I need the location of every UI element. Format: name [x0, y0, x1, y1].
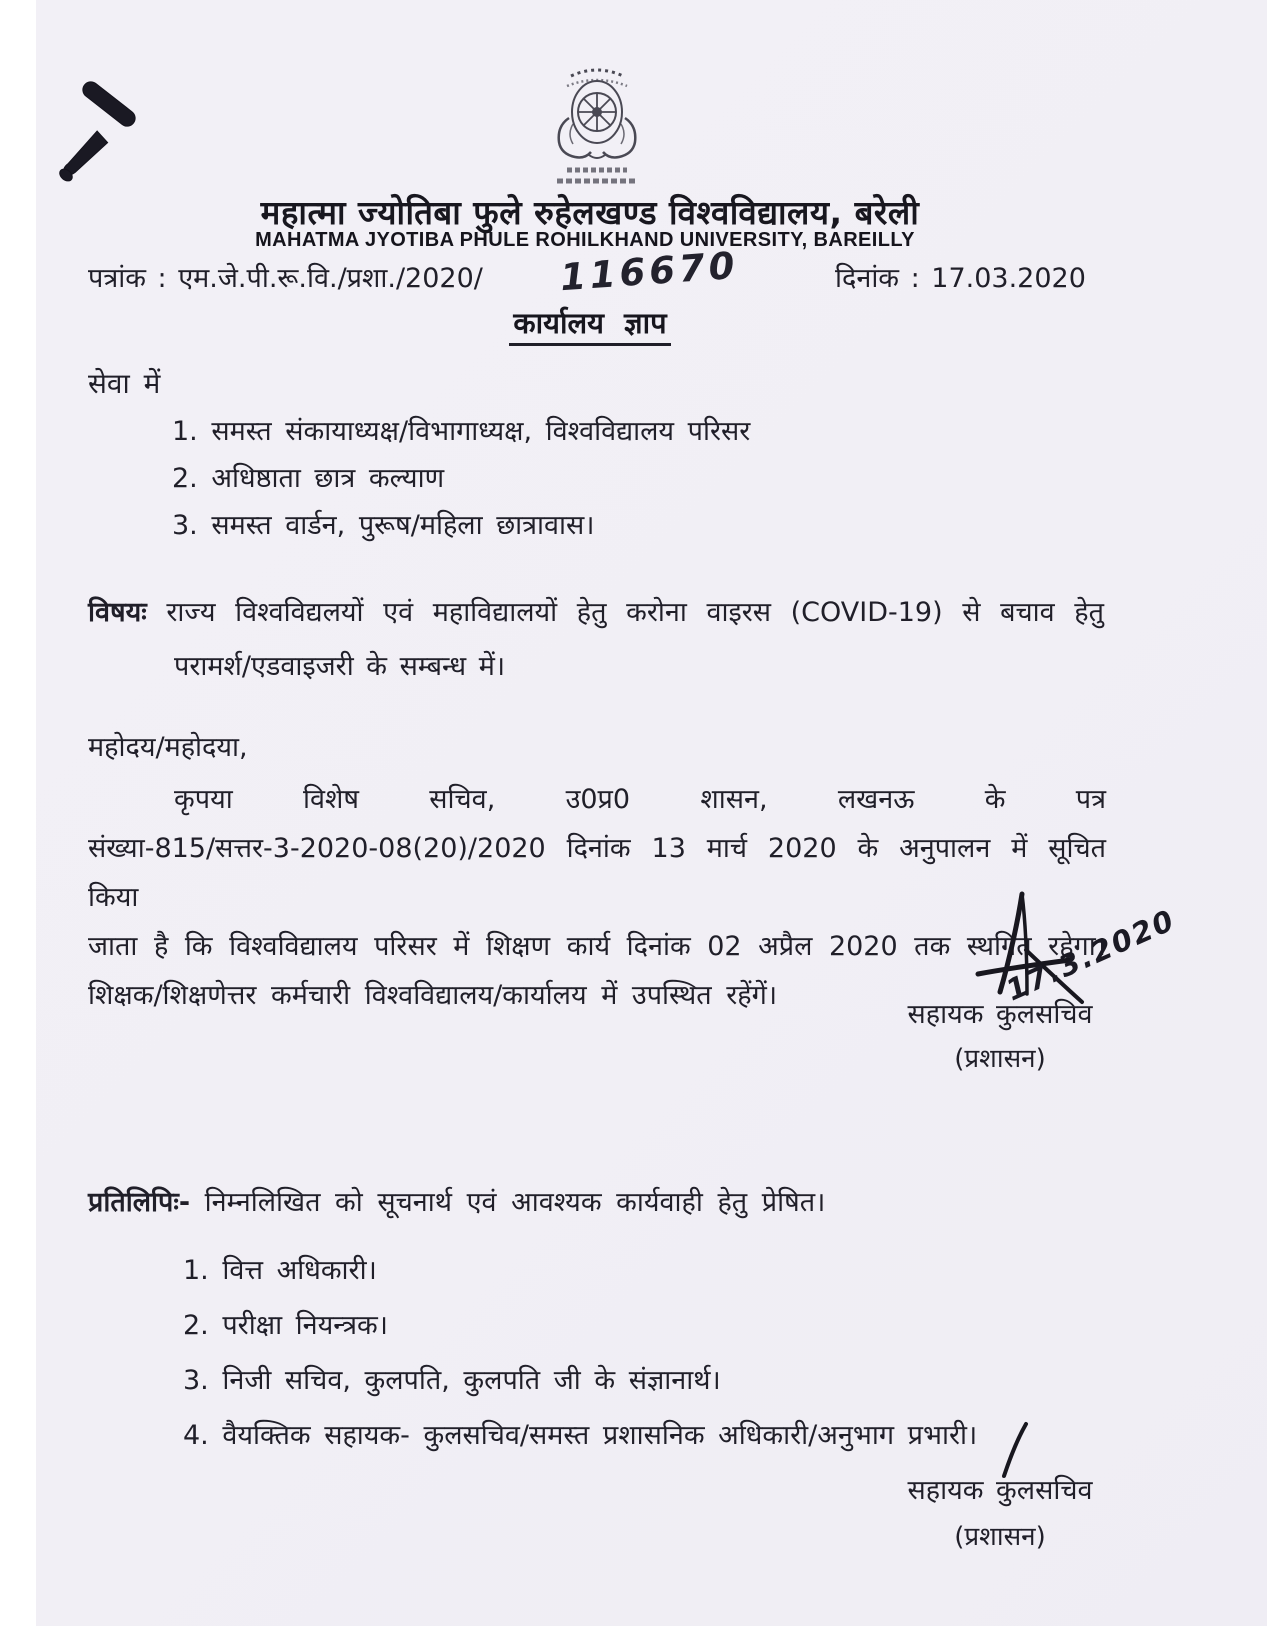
body-salutation: महोदय/महोदया,	[88, 732, 248, 763]
subject-label: विषयः	[88, 597, 147, 628]
subject-block	[88, 592, 1104, 683]
copy-intro: निम्नलिखित को सूचनार्थ एवं आवश्यक कार्यवाही हेतु प्रेषित।	[204, 1187, 826, 1218]
copy-recipient-item: 2. परीक्षा नियन्त्रक।	[183, 1310, 388, 1341]
university-name-hindi: महात्मा ज्योतिबा फुले रुहेलखण्ड विश्वविद्यालय, बरेली	[260, 193, 920, 232]
copy-recipient-item: 1. वित्त अधिकारी।	[183, 1255, 377, 1286]
addressee-item: 1. समस्त संकायाध्यक्ष/विभागाध्यक्ष, विश्वविद्यालय परिसर	[172, 416, 751, 447]
copy-recipient-item: 3. निजी सचिव, कुलपति, कुलपति जी के संज्ञानार्थ।	[183, 1365, 721, 1396]
signatory-designation: सहायक कुलसचिव	[907, 1475, 1093, 1506]
signatory-department: (प्रशासन)	[954, 1522, 1046, 1552]
copy-section-heading	[88, 1182, 825, 1219]
document-title-wrap	[30, 303, 1150, 342]
signatory-department: (प्रशासन)	[954, 1044, 1046, 1074]
pushpin-artifact-icon	[48, 78, 158, 188]
addressee-list	[172, 408, 750, 549]
letter-date: दिनांक : 17.03.2020	[835, 263, 1086, 294]
copy-label: प्रतिलिपिः-	[88, 1187, 191, 1218]
signature-block-2	[860, 1468, 1140, 1560]
copy-recipient-item: 4. वैयक्तिक सहायक- कुलसचिव/समस्त प्रशासनिक अधिकारी/अनुभाग प्रभारी।	[183, 1420, 978, 1451]
paragraph-line: शिक्षक/शिक्षणेत्तर कर्मचारी विश्वविद्यालय/कार्यालय में उपस्थित रहेंगें।	[88, 980, 778, 1011]
document-title: कार्यालय ज्ञाप	[509, 306, 670, 346]
letter-number-label: पत्रांक : एम.जे.पी.रू.वि./प्रशा./2020/	[88, 263, 483, 294]
subject-line1	[88, 592, 1104, 629]
copy-recipient-list	[183, 1243, 977, 1463]
signature-block-1	[870, 993, 1130, 1081]
paragraph-line: जाता है कि विश्वविद्यालय परिसर में शिक्षण कार्य दिनांक 02 अप्रैल 2020 तक स्थगित रहेगा।	[88, 931, 1106, 962]
paragraph-line: कृपया विशेष सचिव, उ0प्र0 शासन, लखनऊ के पत्र	[174, 784, 1106, 815]
addressee-item: 2. अधिष्ठाता छात्र कल्याण	[172, 463, 445, 494]
letter-number-handwritten: 116670	[558, 243, 740, 300]
signatory-designation: सहायक कुलसचिव	[907, 999, 1093, 1030]
signature-handwritten-date: 17.3.2020	[1000, 902, 1181, 1008]
subject-text: राज्य विश्वविद्यलयों एवं महाविद्यालयों हेतु करोना वाइरस (COVID-19) से बचाव हेतु	[166, 597, 1104, 628]
addressee-item: 3. समस्त वार्डन, पुरूष/महिला छात्रावास।	[172, 510, 595, 541]
university-name-english: MAHATMA JYOTIBA PHULE ROHILKHAND UNIVERSITY, BAREILLY	[255, 229, 915, 251]
paragraph-line: संख्या-815/सत्तर-3-2020-08(20)/2020 दिनांक 13 मार्च 2020 के अनुपालन में सूचित किया	[88, 833, 1106, 913]
subject-line2: परामर्श/एडवाइजरी के सम्बन्ध में।	[174, 651, 506, 682]
university-logo	[527, 60, 667, 190]
addressee-salutation: सेवा में	[88, 367, 161, 400]
